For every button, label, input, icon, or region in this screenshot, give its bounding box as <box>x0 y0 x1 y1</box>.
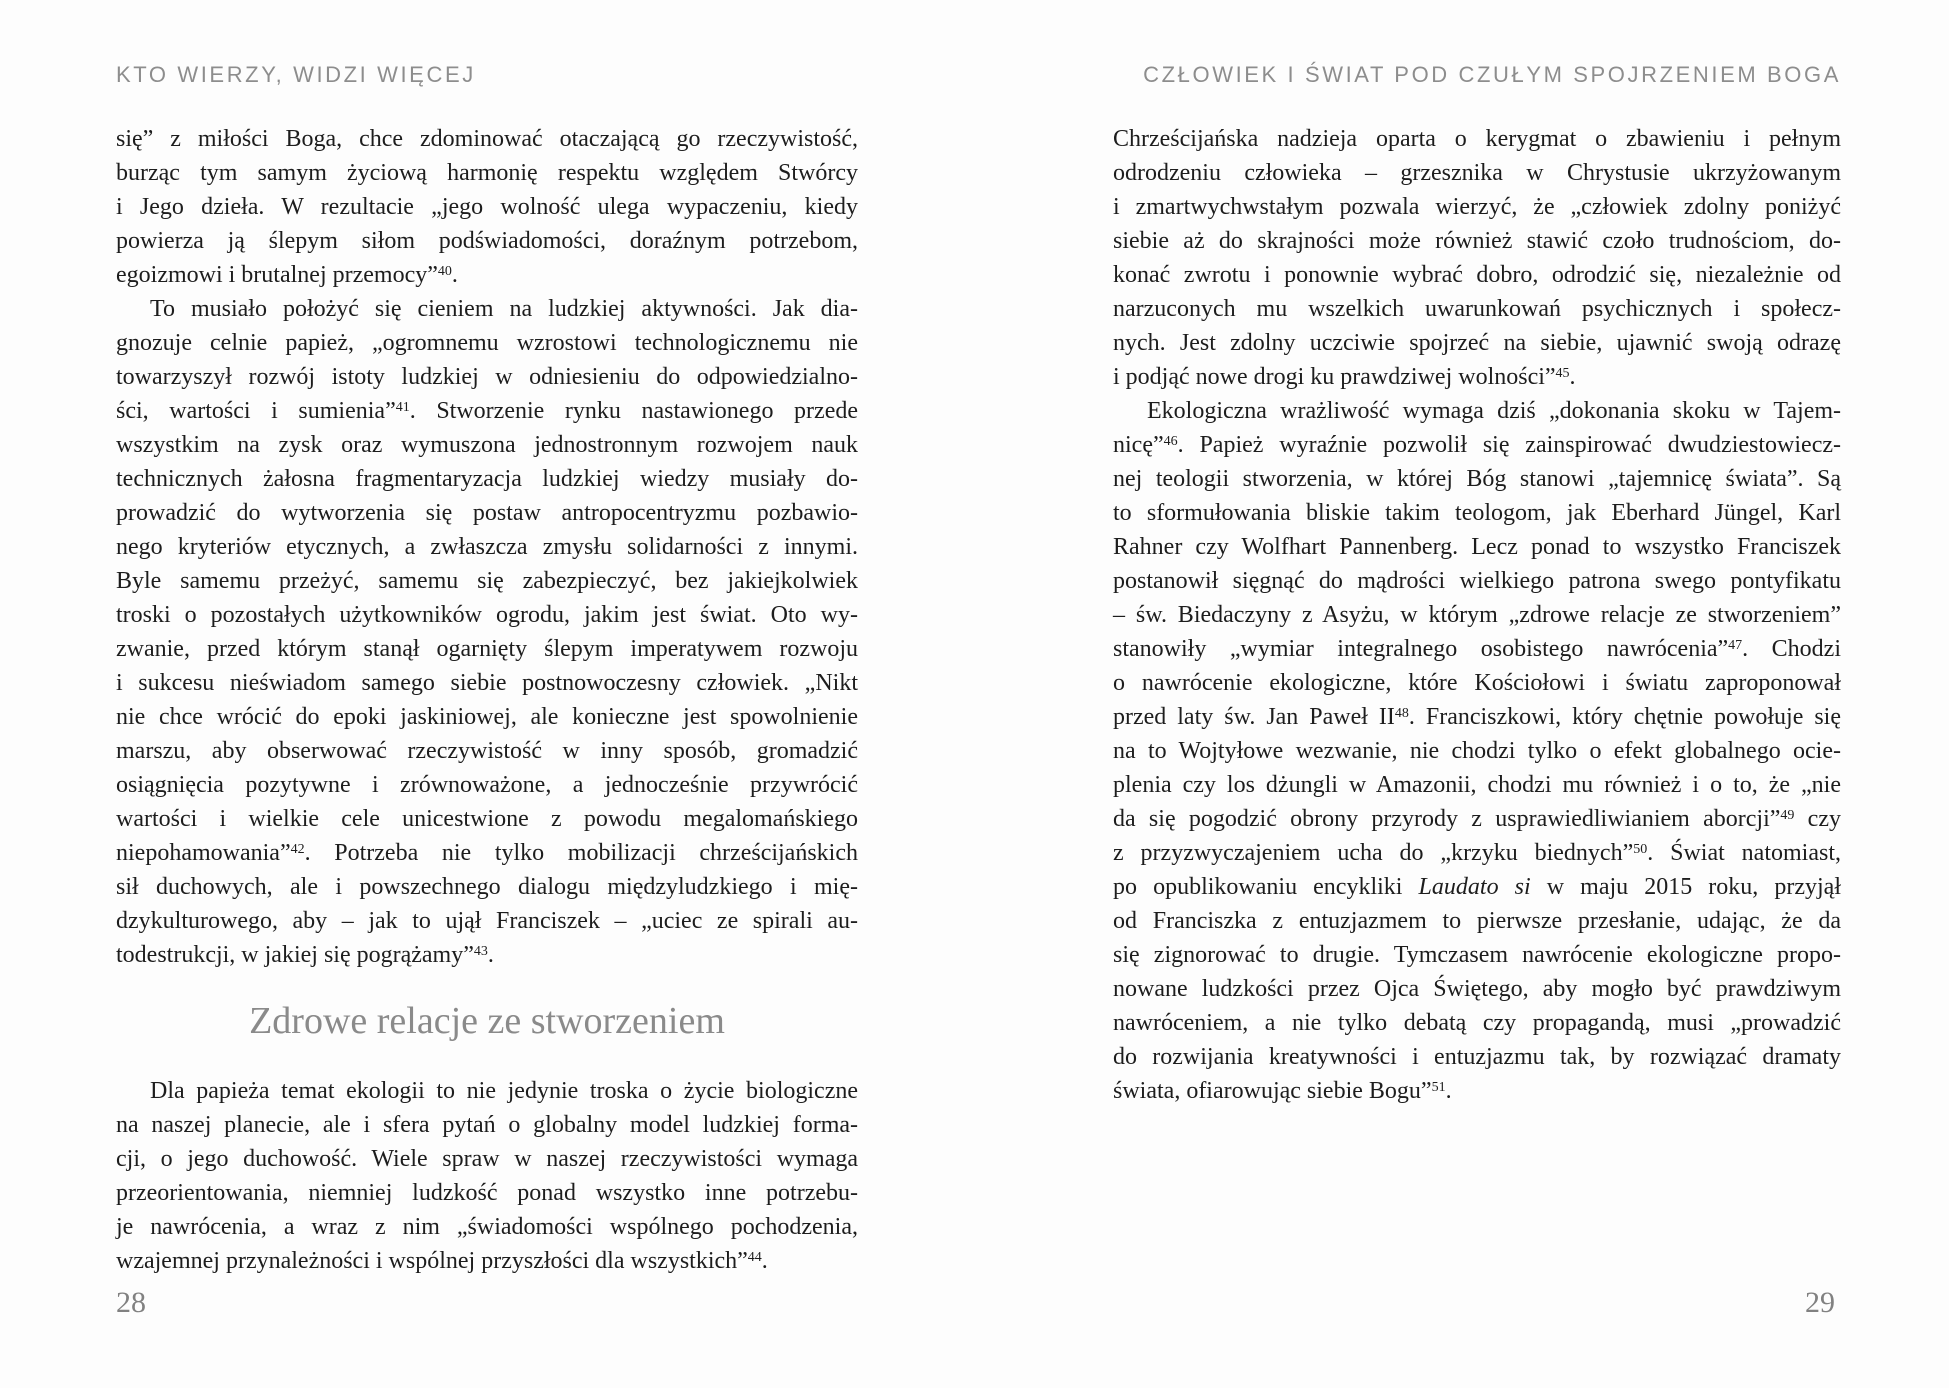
text-line: stanowiły „wymiar integralnego osobistego nawrócenia”$^{47}$. Chodzi <box>1113 636 1841 662</box>
text-line: postanowił sięgnąć do mądrości wielkiego patrona swego pontyfikatu <box>1113 568 1841 594</box>
text-line: nowane ludzkości przez Ojca Świętego, aby mogło być prawdziwym <box>1113 976 1841 1002</box>
running-header-left: KTO WIERZY, WIDZI WIĘCEJ <box>116 62 476 87</box>
footnote-reference: 41 <box>395 400 410 415</box>
text-line: osiągnięcia pozytywne i zrównoważone, a jednocześnie przywrócić <box>116 772 858 798</box>
text-line: marszu, aby obserwować rzeczywistość w inny sposób, gromadzić <box>116 738 858 764</box>
text-line: Dla papieża temat ekologii to nie jedynie troska o życie biologiczne <box>150 1078 858 1104</box>
text-line: Byle samemu przeżyć, samemu się zabezpieczyć, bez jakiejkolwiek <box>116 568 858 594</box>
text-line: świata, ofiarowując siebie Bogu”$^{51}$. <box>1113 1078 1452 1104</box>
text-line: powierza ją ślepym siłom podświadomości, doraźnym potrzebom, <box>116 228 858 254</box>
paragraph <box>116 122 858 292</box>
text-line: nie chce wrócić do epoki jaskiniowej, ale konieczne jest spowolnienie <box>116 704 858 730</box>
text-line: Rahner czy Wolfhart Pannenberg. Lecz ponad to wszystko Franciszek <box>1113 534 1841 560</box>
text-line: i zmartwychwstałym pozwala wierzyć, że „człowiek zdolny poniżyć <box>1113 194 1841 220</box>
text-line: nego kryteriów etycznych, a zwłaszcza zmysłu solidarności z innymi. <box>116 534 858 560</box>
text-line: egoizmowi i brutalnej przemocy”$^{40}$. <box>116 262 458 288</box>
text-line: wszystkim na zysk oraz wymuszona jednostronnym rozwojem nauk <box>116 432 858 458</box>
text-line: prowadzić do wytworzenia się postaw antropocentryzmu pozbawio- <box>116 500 858 526</box>
text-line: po opublikowaniu encykliki Laudato si w maju 2015 roku, przyjął <box>1113 874 1842 900</box>
text-line: je nawrócenia, a wraz z nim „świadomości wspólnego pochodzenia, <box>116 1214 858 1240</box>
footnote-reference: 45 <box>1555 366 1570 381</box>
text-line: przed laty św. Jan Paweł II$^{48}$. Franciszkowi, który chętnie powołuje się <box>1113 704 1841 730</box>
text-line: odrodzeniu człowieka – grzesznika w Chrystusie ukrzyżowanym <box>1113 160 1841 186</box>
text-line: towarzyszył rozwój istoty ludzkiej w odniesieniu do odpowiedzialno- <box>116 364 858 390</box>
text-line: gnozuje celnie papież, „ogromnemu wzrostowi technologicznemu nie <box>116 330 858 356</box>
footnote-reference: 42 <box>290 842 305 857</box>
section-heading: Zdrowe relacje ze stworzeniem <box>249 1000 725 1042</box>
paragraph <box>1113 122 1841 394</box>
text-line: z przyzwyczajeniem ucha do „krzyku biednych”$^{50}$. Świat natomiast, <box>1113 840 1841 866</box>
text-line: na naszej planecie, ale i sfera pytań o globalny model ludzkiej forma- <box>116 1112 858 1138</box>
text-line: wartości i wielkie cele unicestwione z powodu megalomańskiego <box>116 806 858 832</box>
text-line: się zignorować to drugie. Tymczasem nawrócenie ekologiczne propo- <box>1113 942 1841 968</box>
footnote-reference: 47 <box>1728 638 1743 653</box>
text-line: od Franciszka z entuzjazmem to pierwsze przesłanie, udając, że da <box>1113 908 1841 934</box>
text-line: to sformułowania bliskie takim teologom, jak Eberhard Jüngel, Karl <box>1113 500 1841 526</box>
text-line: sił duchowych, ale i powszechnego dialogu międzyludzkiego i mię- <box>116 874 858 900</box>
text-line: do rozwijania kreatywności i entuzjazmu tak, by rozwiązać dramaty <box>1113 1044 1841 1070</box>
paragraph <box>116 292 858 972</box>
page-number-left: 28 <box>116 1286 146 1319</box>
text-line: i podjąć nowe drogi ku prawdziwej wolności”$^{45}$. <box>1113 364 1576 390</box>
text-line: siebie aż do skrajności może również stawić czoło trudnościom, do- <box>1113 228 1841 254</box>
book-page-left <box>116 0 858 1388</box>
text-line: technicznych żałosna fragmentaryzacja ludzkiej wiedzy musiały do- <box>116 466 858 492</box>
text-line: cji, o jego duchowość. Wiele spraw w naszej rzeczywistości wymaga <box>116 1146 858 1172</box>
body-text-left <box>116 122 858 1278</box>
text-line: ści, wartości i sumienia”$^{41}$. Stworzenie rynku nastawionego przede <box>116 398 858 424</box>
paragraph <box>1113 394 1841 1108</box>
text-line: wzajemnej przynależności i wspólnej przyszłości dla wszystkich”$^{44}$. <box>116 1248 768 1274</box>
text-line: To musiało położyć się cieniem na ludzkiej aktywności. Jak dia- <box>150 296 858 322</box>
text-line: plenia czy los dżungli w Amazonii, chodzi mu również i o to, że „nie <box>1113 772 1841 798</box>
footnote-reference: 48 <box>1394 706 1409 721</box>
text-line: da się pogodzić obrony przyrody z usprawiedliwianiem aborcji”$^{49}$ czy <box>1113 806 1841 832</box>
text-line: i sukcesu nieświadom samego siebie postnowoczesny człowiek. „Nikt <box>116 670 858 696</box>
footnote-reference: 51 <box>1431 1080 1446 1095</box>
text-line: dzykulturowego, aby – jak to ujął Franciszek – „uciec ze spirali au- <box>116 908 858 934</box>
text-line: o nawrócenie ekologiczne, które Kościołowi i światu zaproponował <box>1113 670 1841 696</box>
text-line: na to Wojtyłowe wezwanie, nie chodzi tylko o efekt globalnego ocie- <box>1113 738 1841 764</box>
text-line: burząc tym samym życiową harmonię respektu względem Stwórcy <box>116 160 858 186</box>
footnote-reference: 46 <box>1163 434 1178 449</box>
text-line: zwanie, przed którym stanął ogarnięty ślepym imperatywem rozwoju <box>116 636 858 662</box>
text-line: todestrukcji, w jakiej się pogrążamy”$^{43}$. <box>116 942 494 968</box>
footnote-reference: 49 <box>1780 808 1795 823</box>
text-line: nawróceniem, a nie tylko debatą czy propagandą, musi „prowadzić <box>1113 1010 1841 1036</box>
text-line: Chrześcijańska nadzieja oparta o kerygmat o zbawieniu i pełnym <box>1113 126 1841 152</box>
text-line: konać zwrotu i ponownie wybrać dobro, odrodzić się, niezależnie od <box>1113 262 1841 288</box>
running-header-right: CZŁOWIEK I ŚWIAT POD CZUŁYM SPOJRZENIEM BOGA <box>1143 62 1841 87</box>
text-line: nych. Jest zdolny uczciwie spojrzeć na siebie, ujawnić swoją odrazę <box>1113 330 1841 356</box>
body-text-right <box>1113 122 1841 1108</box>
text-line: narzuconych mu wszelkich uwarunkowań psychicznych i społecz- <box>1113 296 1841 322</box>
footnote-reference: 43 <box>473 944 488 959</box>
text-line: troski o pozostałych użytkowników ogrodu, jakim jest świat. Oto wy- <box>116 602 858 628</box>
text-line: i Jego dzieła. W rezultacie „jego wolność ulega wypaczeniu, kiedy <box>116 194 858 220</box>
text-line: nicę”$^{46}$. Papież wyraźnie pozwolił się zainspirować dwudziestowiecz- <box>1113 432 1841 458</box>
text-line: – św. Biedaczyny z Asyżu, w którym „zdrowe relacje ze stworzeniem” <box>1113 602 1841 628</box>
text-line: przeorientowania, niemniej ludzkość ponad wszystko inne potrzebu- <box>116 1180 858 1206</box>
footnote-reference: 40 <box>437 264 452 279</box>
book-page-right <box>1113 0 1841 1388</box>
paragraph <box>116 1074 858 1278</box>
text-line: się” z miłości Boga, chce zdominować otaczającą go rzeczywistość, <box>116 126 858 152</box>
page-number-right: 29 <box>1805 1286 1835 1319</box>
italic-title: Laudato si <box>1418 874 1531 900</box>
footnote-reference: 44 <box>747 1250 762 1265</box>
text-line: nej teologii stworzenia, w której Bóg stanowi „tajemnicę świata”. Są <box>1113 466 1841 492</box>
text-line: Ekologiczna wrażliwość wymaga dziś „dokonania skoku w Tajem- <box>1147 398 1841 424</box>
footnote-reference: 50 <box>1633 842 1648 857</box>
text-line: niepohamowania”$^{42}$. Potrzeba nie tylko mobilizacji chrześcijańskich <box>116 840 858 866</box>
